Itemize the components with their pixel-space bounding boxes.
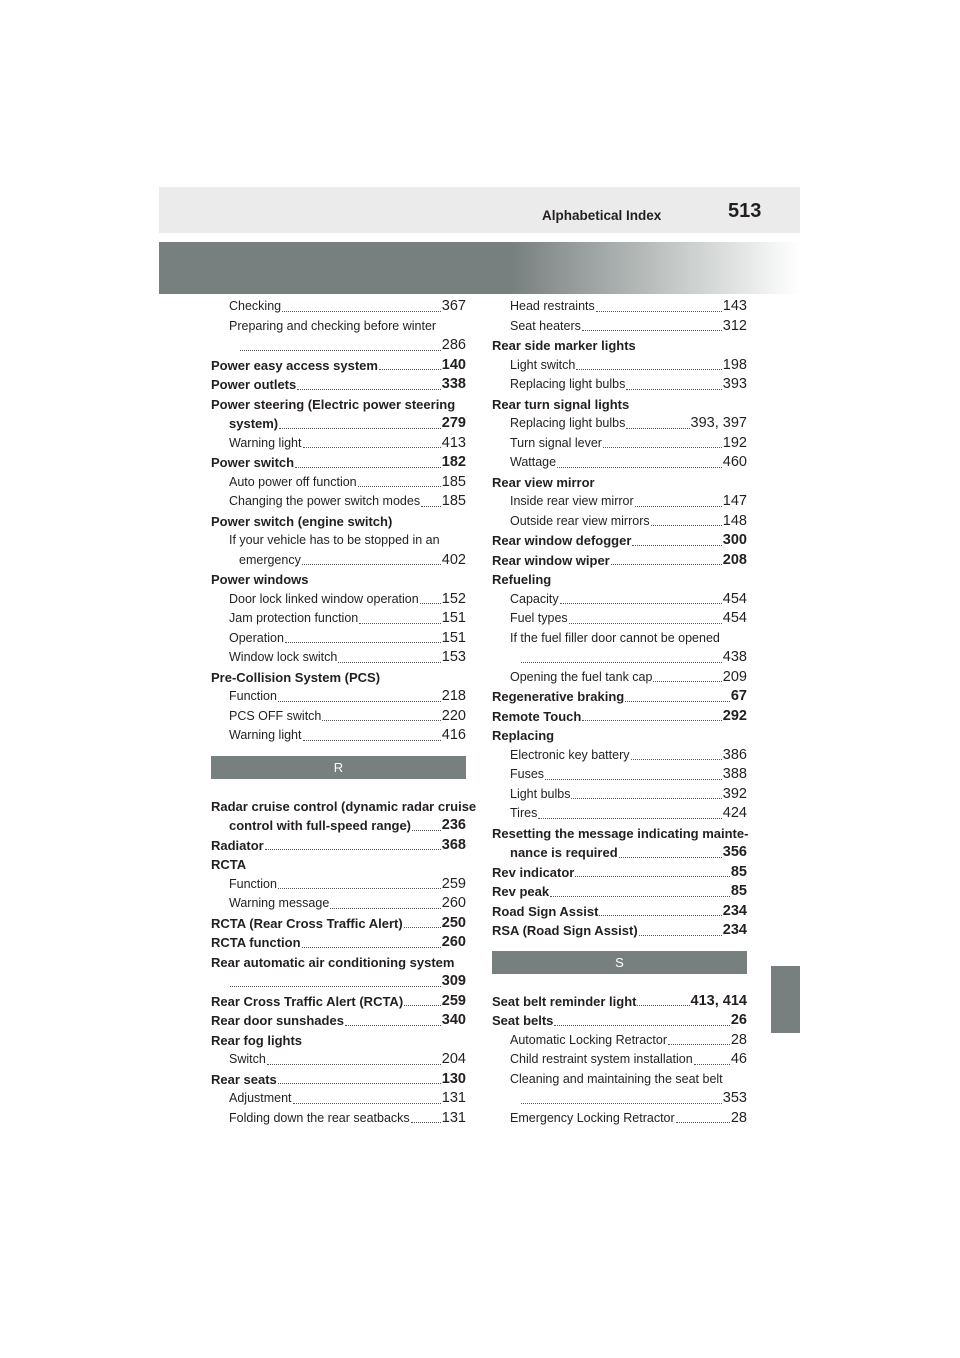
index-entry: Power steering (Electric power steering bbox=[211, 396, 456, 412]
index-entry: Rear view mirror bbox=[492, 474, 595, 490]
header-bar bbox=[159, 187, 800, 233]
index-entry: Emergency Locking Retractor 28 bbox=[510, 1109, 747, 1126]
index-entry: If your vehicle has to be stopped in an bbox=[229, 533, 440, 547]
index-entry: Power switch 182 bbox=[211, 454, 466, 470]
index-entry: Operation 151 bbox=[229, 629, 466, 646]
index-entry: control with full-speed range) 236 bbox=[229, 817, 466, 833]
index-entry: Seat heaters 312 bbox=[510, 317, 747, 334]
index-entry: Pre-Collision System (PCS) bbox=[211, 669, 381, 685]
index-entry: PCS OFF switch 220 bbox=[229, 707, 466, 724]
index-entry: emergency 402 bbox=[239, 551, 466, 568]
index-entry: 309 bbox=[211, 972, 466, 992]
index-entry: Auto power off function 185 bbox=[229, 473, 466, 490]
index-entry: Fuel types 454 bbox=[510, 610, 747, 626]
index-entry: Preparing and checking before winter bbox=[229, 318, 437, 333]
index-entry: If the fuel filler door cannot be opened bbox=[510, 630, 720, 645]
index-entry: Rear automatic air conditioning system bbox=[211, 954, 455, 970]
section-tab bbox=[771, 966, 800, 1033]
index-column-left bbox=[211, 297, 477, 1128]
index-entry: Switch 204 bbox=[229, 1051, 466, 1067]
index-entry: Function 259 bbox=[229, 875, 466, 892]
header-title: Alphabetical Index bbox=[542, 208, 662, 223]
index-entry: Tires 424 bbox=[510, 805, 747, 821]
index-entry: Light switch 198 bbox=[510, 356, 747, 373]
index-entry: Cleaning and maintaining the seat belt bbox=[510, 1071, 723, 1086]
index-entry: Power switch (engine switch) bbox=[211, 513, 393, 529]
index-entry: Radiator 368 bbox=[211, 836, 466, 853]
index-entry: Regenerative braking 67 bbox=[492, 688, 747, 704]
index-entry: 286 bbox=[211, 336, 466, 356]
index-entry: Replacing light bulbs 393, 397 bbox=[510, 415, 747, 431]
index-entry: Wattage 460 bbox=[510, 454, 747, 470]
index-entry: Automatic Locking Retractor 28 bbox=[510, 1031, 747, 1048]
index-entry: Rear door sunshades 340 bbox=[211, 1012, 466, 1028]
index-entry: Warning light 416 bbox=[229, 727, 466, 743]
index-entry: Rear window defogger 300 bbox=[492, 532, 747, 548]
index-entry: Replacing bbox=[492, 728, 555, 743]
index-entry: Radar cruise control (dynamic radar cruise bbox=[211, 798, 477, 814]
index-entry: Child restraint system installation 46 bbox=[510, 1051, 747, 1067]
index-entry: Warning message 260 bbox=[229, 895, 466, 911]
index-entry: Changing the power switch modes 185 bbox=[229, 493, 466, 509]
index-entry: Folding down the rear seatbacks 131 bbox=[229, 1109, 466, 1126]
index-entry: Outside rear view mirrors 148 bbox=[510, 512, 747, 529]
index-entry: Head restraints 143 bbox=[510, 298, 747, 314]
index-entry: Seat belt reminder light 413, 414 bbox=[492, 992, 747, 1009]
index-column-right bbox=[492, 297, 747, 1128]
index-entry: Rear fog lights bbox=[211, 1032, 303, 1048]
section-header-s: S bbox=[492, 951, 747, 974]
index-entry: Inside rear view mirror 147 bbox=[510, 493, 747, 509]
header-band bbox=[159, 242, 800, 294]
index-entry: Light bulbs 392 bbox=[510, 785, 747, 802]
index-entry: Resetting the message indicating mainte- bbox=[492, 825, 749, 841]
index-entry: nance is required 356 bbox=[510, 844, 747, 860]
index-entry: Electronic key battery 386 bbox=[510, 746, 747, 763]
index-entry: RCTA function 260 bbox=[211, 934, 466, 950]
index-entry: Rear Cross Traffic Alert (RCTA) 259 bbox=[211, 992, 466, 1009]
page-number: 513 bbox=[728, 200, 762, 222]
index-entry: Road Sign Assist 234 bbox=[492, 902, 747, 919]
index-entry: Door lock linked window operation 152 bbox=[229, 590, 466, 607]
index-entry: Remote Touch 292 bbox=[492, 707, 747, 724]
index-entry: Replacing light bulbs 393 bbox=[510, 376, 747, 392]
index-entry: Rev indicator 85 bbox=[492, 863, 747, 880]
index-entry: Power easy access system 140 bbox=[211, 356, 466, 373]
index-entry: system) 279 bbox=[229, 415, 466, 431]
index-entry: Adjustment 131 bbox=[229, 1090, 466, 1106]
index-entry: Checking 367 bbox=[229, 298, 466, 314]
index-entry: RCTA (Rear Cross Traffic Alert) 250 bbox=[211, 914, 466, 931]
index-entry: Window lock switch 153 bbox=[229, 649, 466, 665]
index-entry: Power windows bbox=[211, 572, 309, 587]
index-entry: Refueling bbox=[492, 572, 552, 587]
index-entry: Power outlets 338 bbox=[211, 376, 466, 392]
index-entry: Jam protection function 151 bbox=[229, 610, 466, 626]
section-header-r: R bbox=[211, 756, 466, 779]
index-entry: Rear seats 130 bbox=[211, 1070, 466, 1087]
index-entry: Rear turn signal lights bbox=[492, 396, 630, 412]
index-entry: Capacity 454 bbox=[510, 590, 747, 607]
index-entry: Turn signal lever 192 bbox=[510, 434, 747, 451]
index-entry: Seat belts 26 bbox=[492, 1012, 747, 1028]
index-entry: Rear side marker lights bbox=[492, 338, 636, 353]
index-entry: 353 bbox=[492, 1089, 747, 1109]
index-entry: Warning light 413 bbox=[229, 434, 466, 451]
index-entry: 438 bbox=[492, 648, 747, 668]
index-entry: RSA (Road Sign Assist) 234 bbox=[492, 922, 747, 938]
index-entry: Fuses 388 bbox=[510, 766, 747, 782]
index-entry: Rear window wiper 208 bbox=[492, 551, 747, 568]
index-entry: RCTA bbox=[211, 857, 247, 872]
index-entry: Function 218 bbox=[229, 688, 466, 704]
index-entry: Rev peak 85 bbox=[492, 883, 747, 899]
index-entry: Opening the fuel tank cap 209 bbox=[510, 668, 747, 685]
